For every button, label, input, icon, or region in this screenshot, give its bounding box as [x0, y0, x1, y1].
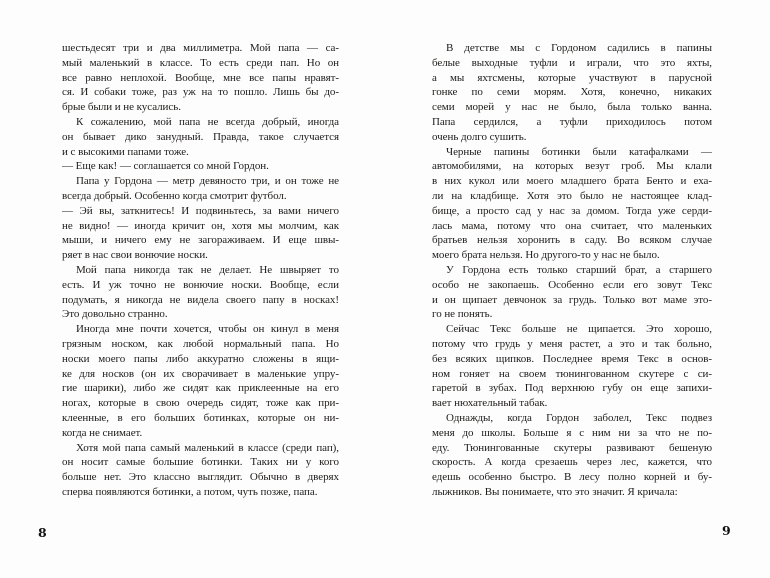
text-line: больше нет. Это классно выглядит. Обычно в дверях	[62, 471, 339, 484]
text-line: — Эй вы, заткнитесь! И подвиньтесь, за вами ничего	[62, 204, 339, 217]
text-line: Это довольно странно.	[62, 308, 168, 321]
text-line: братьев нельзя хоронить в саду. Во всяком случае	[432, 234, 712, 247]
text-line: мыши, и ничего ему не загораживаем. И еще швы-	[62, 234, 339, 247]
text-line: не видно! — иногда кричит он, хотя мы молчим, как	[62, 219, 339, 232]
text-line: ли на кладбище. Хотя это было не настоящее клад-	[432, 189, 712, 202]
page-number-right: 9	[722, 523, 731, 538]
text-line: бище, а просто сад у нас за домом. Тогда уже серди-	[432, 204, 712, 217]
text-line: всегда добрый. Особенно когда смотрит футбол.	[62, 189, 287, 202]
text-line: Иногда мне почти хочется, чтобы он кинул в меня	[76, 323, 339, 336]
right-page-text	[432, 41, 712, 500]
text-line: шестьдесят три и два миллиметра. Мой папа — са-	[62, 42, 339, 54]
text-line: подумать, я никогда не видела своего папу в носках!	[62, 293, 339, 306]
text-line: клеенные, в его больших ботинках, которые он ни-	[62, 411, 339, 424]
text-line: носки моего папы либо аккуратно сложены в ящи-	[62, 352, 339, 365]
text-line: есть. И уж точно не вонючие носки. Вообще, если	[62, 278, 339, 291]
page-number-left: 8	[38, 525, 47, 540]
text-line: скорость. А когда срезаешь через лес, кажется, что	[432, 456, 712, 469]
text-line: и он щипает девчонок за грудь. Только вот маме это-	[432, 293, 712, 306]
text-line: он бывает дико занудный. Правда, такое случается	[62, 130, 339, 143]
text-line: все равно неплохой. Вообще, мне все папы нравят-	[62, 71, 339, 84]
text-line: лась мама, потому что она считает, что маленьких	[432, 219, 712, 232]
text-line: сперва появляются ботинки, а потом, чуть позже, папа.	[62, 485, 318, 498]
text-line: без всяких щипков. Последнее время Текс в основ-	[432, 352, 712, 365]
text-line: особо не закопаешь. Особенно если его зовут Текс	[432, 278, 712, 291]
text-line: гаретой в зубах. Под верхнюю губу он еще запихи-	[432, 382, 712, 395]
text-line: К сожалению, мой папа не всегда добрый, иногда	[76, 115, 339, 128]
text-line: автомобилями, на которых везут гроб. Мы клали	[432, 160, 712, 173]
text-line: гонке по семи морям. Хотя, конечно, никаких	[432, 86, 712, 99]
text-line: еду. Тюнингованные скутеры развивают бешеную	[432, 441, 712, 454]
text-line: белые выходные туфли и играли, что это яхты,	[432, 56, 712, 69]
text-line: а мы яхтсмены, которые участвуют в парусной	[432, 71, 712, 84]
text-line: лыжников. Вы понимаете, что это значит. Я кричала:	[432, 485, 678, 498]
text-line: гие шарики), либо же сидят как приклеенные на его	[62, 382, 339, 395]
text-line: В детстве мы с Гордоном садились в папины	[446, 42, 712, 54]
text-line: грязным носком, как любой нормальный папа. Но	[62, 337, 339, 350]
text-line: семи морей у нас не было, была только ванна.	[432, 101, 712, 114]
text-line: очень долго сушить.	[432, 130, 527, 143]
text-line: — Еще как! — соглашается со мной Гордон.	[62, 160, 269, 173]
text-line: Папа сердился, а туфли приходилось потом	[432, 115, 712, 128]
text-line: Мой папа никогда так не делает. Не швыряет то	[76, 263, 339, 276]
text-line: брые были и не кусались.	[62, 101, 181, 114]
left-page-text	[62, 41, 339, 500]
text-line: мый маленький в классе. То есть среди пап. Но он	[62, 56, 339, 69]
text-line: Сейчас Текс больше не щипается. Это хорошо,	[446, 323, 712, 336]
text-line: меня до школы. Больше я с ним ни за что не по-	[432, 426, 712, 439]
text-line: и с высокими папами тоже.	[62, 145, 189, 158]
text-line: ся. И собаки тоже, раз уж на то пошло. Лишь бы до-	[62, 86, 339, 99]
text-line: го не понять.	[432, 308, 493, 321]
text-line: Однажды, когда Гордон заболел, Текс подвез	[446, 411, 712, 424]
text-line: когда не снимает.	[62, 426, 143, 439]
text-line: У Гордона есть только старший брат, а старшего	[446, 263, 712, 276]
text-line: моего брата нельзя. Но другого-то у нас не было.	[432, 249, 660, 262]
text-line: ном гоняет на своем тюнингованном скутере с си-	[432, 367, 712, 380]
text-line: в них кукол или моего младшего брата Бенто и еха-	[432, 175, 712, 188]
text-line: ногах, которые в свою очередь сидят, тоже как при-	[62, 397, 339, 410]
text-line: едешь особенно быстро. В лесу полно корней и бу-	[432, 471, 712, 484]
text-line: ряет в нас свои вонючие носки.	[62, 249, 208, 262]
text-line: ке для носков (он их сворачивает в маленькие упру-	[62, 367, 339, 380]
text-line: Черные папины ботинки были катафалками —	[446, 145, 712, 158]
text-line: вает нюхательный табак.	[432, 397, 548, 410]
text-line: Папа у Гордона — метр девяносто три, и он тоже не	[76, 175, 339, 188]
text-line: Хотя мой папа самый маленький в классе (среди пап),	[76, 441, 339, 454]
text-line: потому что грудь у меня растет, а это и так больно,	[432, 337, 712, 350]
text-line: он носит самые большие ботинки. Таких ни у кого	[62, 456, 339, 469]
